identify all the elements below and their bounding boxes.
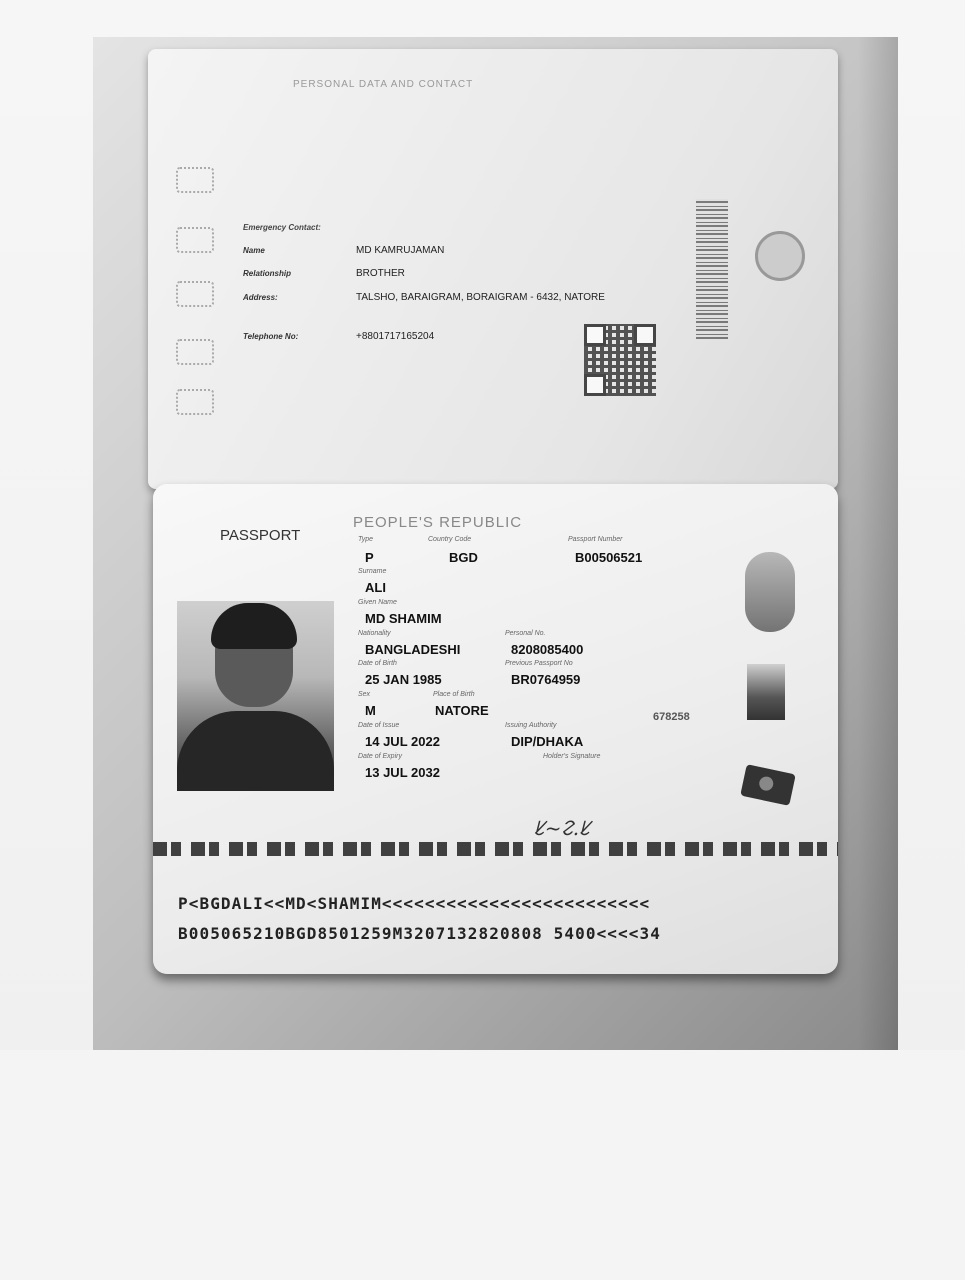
place-of-birth-label: Place of Birth [433,691,475,698]
document-serial: 678258 [653,711,690,723]
relationship-value: BROTHER [356,268,405,279]
date-of-issue-value: 14 JUL 2022 [365,734,440,749]
personal-number-label: Personal No. [505,630,546,637]
holder-signature-label: Holder's Signature [543,753,601,760]
qr-finder [634,324,656,346]
emergency-contact-heading: Emergency Contact: [243,223,321,232]
qr-code [584,324,656,396]
dotted-mark [176,339,214,365]
date-of-expiry-label: Date of Expiry [358,753,402,760]
surname-value: ALI [365,580,386,595]
date-of-expiry-value: 13 JUL 2032 [365,765,440,780]
issuing-authority-value: DIP/DHAKA [511,734,584,749]
blank-paper-area [0,1050,965,1280]
issuing-authority-label: Issuing Authority [505,722,557,729]
surname-label: Surname [358,568,387,575]
dotted-mark [176,389,214,415]
place-of-birth-value: NATORE [435,703,489,718]
dotted-mark [176,281,214,307]
sex-value: M [365,703,376,718]
type-label: Type [358,536,374,543]
date-of-issue-label: Date of Issue [358,722,400,729]
country-code-label: Country Code [428,536,472,543]
scanned-photocopy [93,37,898,1050]
barcode [696,199,728,339]
shadow-edge [858,37,898,1050]
country-code-value: BGD [449,550,478,565]
dotted-mark [176,227,214,253]
hologram-seal [755,231,805,281]
given-name-label: Given Name [358,599,397,606]
date-of-birth-label: Date of Birth [358,660,397,667]
mrz-line-1: P<BGDALI<<MD<SHAMIM<<<<<<<<<<<<<<<<<<<<<<<<< [178,894,651,913]
personal-number-value: 8208085400 [511,642,584,657]
secondary-photo [747,664,785,720]
dotted-mark [176,167,214,193]
country-line: PEOPLE'S REPUBLIC [353,514,523,531]
given-name-value: MD SHAMIM [365,611,442,626]
relationship-label: Relationship [243,269,292,278]
name-label: Name [243,246,265,255]
telephone-value: +8801717165204 [356,331,435,342]
passport-title: PASSPORT [220,527,301,544]
nationality-label: Nationality [358,630,391,637]
qr-finder [584,374,606,396]
address-label: Address: [243,293,278,302]
security-strip [153,842,838,856]
flag-emblem [740,764,796,806]
passport-number-value: B00506521 [575,550,643,565]
passport-number-label: Passport Number [568,536,623,543]
previous-passport-label: Previous Passport No [505,660,573,667]
address-value: TALSHO, BARAIGRAM, BORAIGRAM - 6432, NATORE [356,292,605,303]
faint-page-heading: PERSONAL DATA AND CONTACT [293,79,474,90]
name-value: MD KAMRUJAMAN [356,245,445,256]
passport-personal-data-page [148,49,838,489]
date-of-birth-value: 25 JAN 1985 [365,672,442,687]
holder-signature: ᱥ~ᱮᱹᱥ [533,816,591,840]
passport-data-page [153,484,838,974]
telephone-label: Telephone No: [243,332,299,341]
qr-finder [584,324,606,346]
photo-shoulders [177,711,334,791]
photo-hair [211,603,297,649]
mrz-line-2: B005065210BGD8501259M3207132820808 5400<<<<34 [178,924,661,943]
previous-passport-value: BR0764959 [511,672,581,687]
nationality-value: BANGLADESHI [365,642,461,657]
holder-photo [177,601,334,791]
ghost-image [745,552,795,632]
sex-label: Sex [358,691,371,698]
type-value: P [365,550,374,565]
